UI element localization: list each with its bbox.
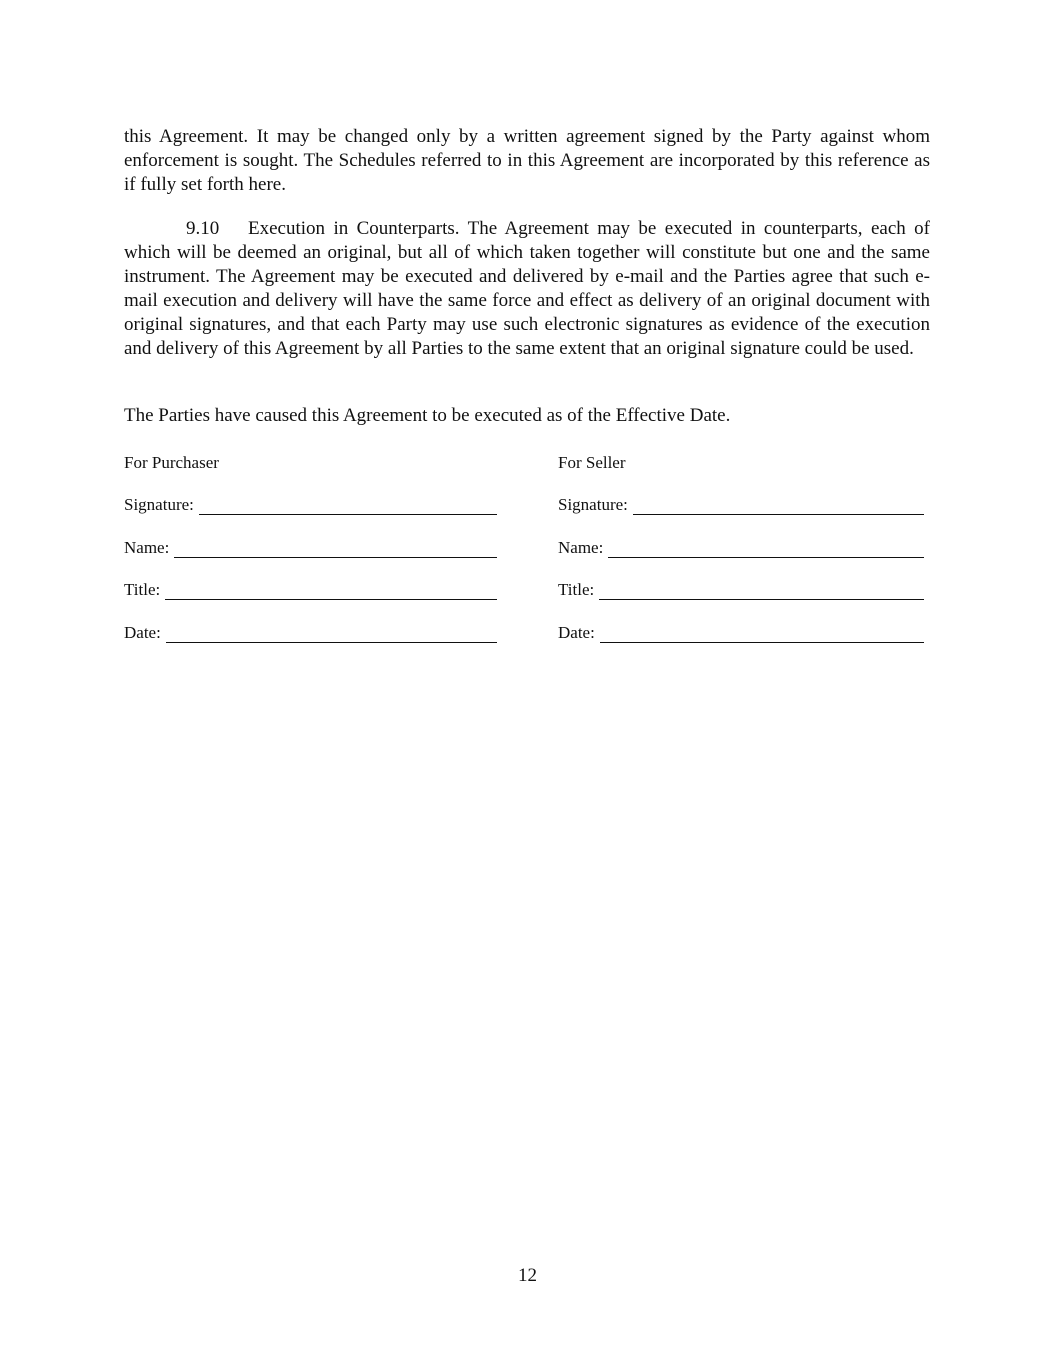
- title-line: [165, 585, 497, 600]
- date-label: Date:: [124, 623, 161, 642]
- date-line: [166, 628, 497, 643]
- paragraph-continuation: this Agreement. It may be changed only by a written agreement signed by the Party against whom enforcement is sought. The Schedules referred to in this Agreement are incorporated by this reference as if fully set forth here.: [124, 126, 930, 195]
- purchaser-heading: For Purchaser: [124, 453, 219, 472]
- section-text: Execution in Counterparts. The Agreement may be executed in counterparts, each of which will be deemed an original, but all of which taken together will constitute but one and the same instrument. The Agreement may be executed and delivered by e-mail and the Parties agree that such e-mail execution and delivery will have the same force and effect as delivery of an original document with original signatures, and that each Party may use such electronic signatures as evidence of the execution and delivery of this Agreement by all Parties to the same extent that an original signature could be used.: [124, 218, 930, 359]
- title-line: [599, 585, 924, 600]
- title-label: Title:: [124, 580, 161, 599]
- name-line: [174, 543, 497, 558]
- title-label: Title:: [558, 580, 595, 599]
- signature-line: [633, 500, 924, 515]
- signature-label: Signature:: [124, 495, 194, 514]
- purchaser-title-field[interactable]: [124, 580, 497, 600]
- seller-date-field[interactable]: [558, 623, 924, 643]
- date-label: Date:: [558, 623, 595, 642]
- seller-name-field[interactable]: [558, 538, 924, 558]
- section-9-10-paragraph: [124, 217, 930, 361]
- signature-line: [199, 500, 497, 515]
- execution-statement: The Parties have caused this Agreement to be executed as of the Effective Date.: [124, 405, 731, 426]
- seller-title-field[interactable]: [558, 580, 924, 600]
- purchaser-name-field[interactable]: [124, 538, 497, 558]
- section-number: 9.10: [186, 218, 220, 239]
- purchaser-signature-field[interactable]: [124, 495, 497, 515]
- signature-label: Signature:: [558, 495, 628, 514]
- date-line: [600, 628, 924, 643]
- seller-heading: For Seller: [558, 453, 626, 472]
- name-label: Name:: [124, 538, 170, 557]
- page-number: 12: [518, 1265, 537, 1286]
- name-line: [608, 543, 924, 558]
- name-label: Name:: [558, 538, 604, 557]
- seller-signature-field[interactable]: [558, 495, 924, 515]
- purchaser-date-field[interactable]: [124, 623, 497, 643]
